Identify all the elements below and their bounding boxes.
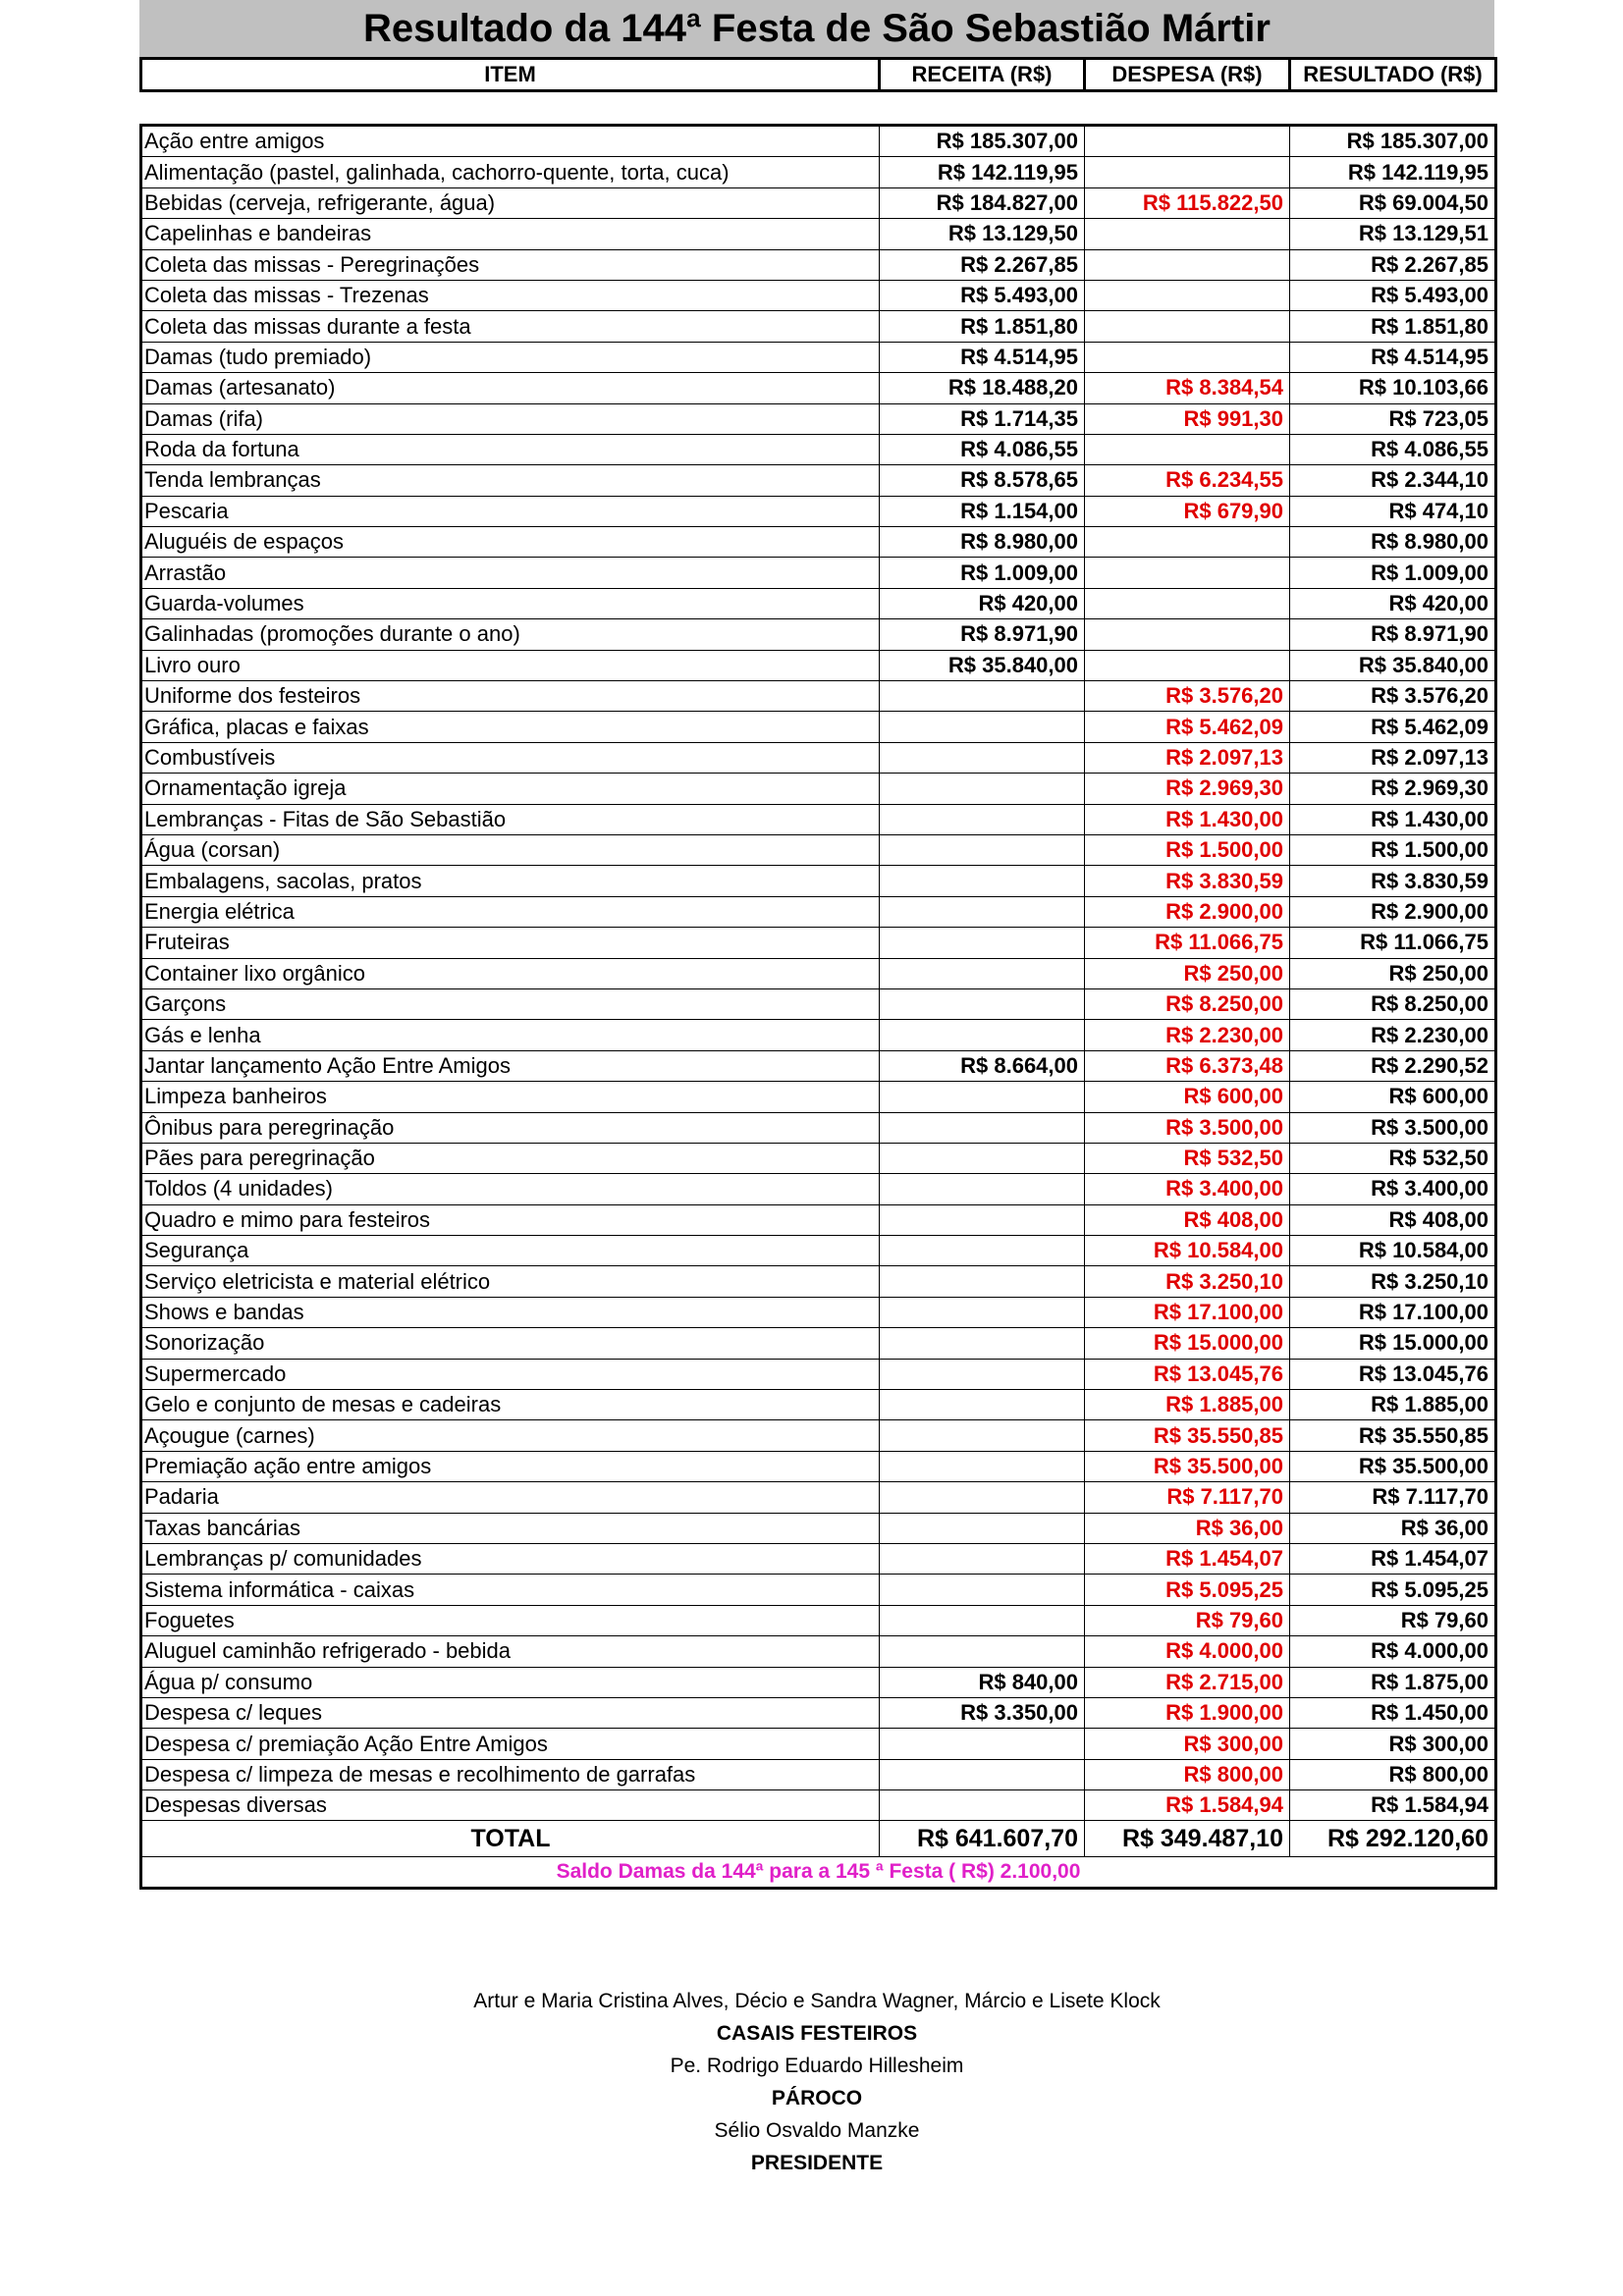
row-resultado: R$ 1.584,94	[1290, 1790, 1496, 1821]
table-row	[141, 1513, 1496, 1543]
row-item: Uniforme dos festeiros	[141, 681, 880, 712]
row-receita	[880, 1297, 1085, 1327]
row-receita	[880, 1420, 1085, 1451]
row-despesa	[1085, 650, 1290, 680]
row-resultado: R$ 8.971,90	[1290, 619, 1496, 650]
row-despesa: R$ 300,00	[1085, 1729, 1290, 1759]
row-resultado: R$ 5.493,00	[1290, 280, 1496, 310]
table-row	[141, 804, 1496, 834]
row-item: Padaria	[141, 1482, 880, 1513]
row-despesa: R$ 35.500,00	[1085, 1451, 1290, 1481]
table-row	[141, 1050, 1496, 1081]
row-resultado: R$ 3.250,10	[1290, 1266, 1496, 1297]
row-receita	[880, 1513, 1085, 1543]
row-receita	[880, 958, 1085, 988]
row-item: Ônibus para peregrinação	[141, 1112, 880, 1143]
row-resultado: R$ 142.119,95	[1290, 157, 1496, 187]
row-item: Coleta das missas - Peregrinações	[141, 249, 880, 280]
row-resultado: R$ 1.500,00	[1290, 834, 1496, 865]
table-row	[141, 126, 1496, 157]
row-despesa: R$ 6.234,55	[1085, 465, 1290, 496]
row-item: Coleta das missas durante a festa	[141, 311, 880, 342]
row-receita: R$ 3.350,00	[880, 1697, 1085, 1728]
row-item: Taxas bancárias	[141, 1513, 880, 1543]
row-despesa: R$ 2.715,00	[1085, 1667, 1290, 1697]
row-resultado: R$ 532,50	[1290, 1143, 1496, 1173]
header-receita: RECEITA (R$)	[880, 59, 1085, 91]
row-resultado: R$ 4.514,95	[1290, 342, 1496, 372]
row-despesa: R$ 3.250,10	[1085, 1266, 1290, 1297]
row-despesa: R$ 13.045,76	[1085, 1359, 1290, 1389]
header-row	[141, 59, 1496, 91]
row-receita	[880, 1204, 1085, 1235]
row-item: Jantar lançamento Ação Entre Amigos	[141, 1050, 880, 1081]
row-despesa: R$ 532,50	[1085, 1143, 1290, 1173]
row-item: Garçons	[141, 988, 880, 1019]
table-row	[141, 1174, 1496, 1204]
table-row	[141, 1575, 1496, 1605]
row-item: Energia elétrica	[141, 896, 880, 927]
row-resultado: R$ 1.454,07	[1290, 1543, 1496, 1574]
report-title: Resultado da 144ª Festa de São Sebastião Mártir	[139, 0, 1494, 57]
saldo-text: Saldo Damas da 144ª para a 145 ª Festa ( R$) 2.100,00	[141, 1857, 1496, 1889]
row-resultado: R$ 79,60	[1290, 1605, 1496, 1635]
row-receita	[880, 1236, 1085, 1266]
row-receita	[880, 774, 1085, 804]
row-despesa: R$ 5.095,25	[1085, 1575, 1290, 1605]
row-item: Roda da fortuna	[141, 434, 880, 464]
row-resultado: R$ 474,10	[1290, 496, 1496, 526]
row-receita: R$ 184.827,00	[880, 187, 1085, 218]
row-despesa: R$ 800,00	[1085, 1759, 1290, 1789]
header-despesa: DESPESA (R$)	[1085, 59, 1290, 91]
row-despesa: R$ 3.830,59	[1085, 866, 1290, 896]
row-despesa: R$ 15.000,00	[1085, 1328, 1290, 1359]
row-item: Gelo e conjunto de mesas e cadeiras	[141, 1390, 880, 1420]
row-resultado: R$ 10.103,66	[1290, 373, 1496, 403]
footer-line: Artur e Maria Cristina Alves, Décio e Sandra Wagner, Márcio e Lisete Klock	[473, 1990, 1161, 2012]
footer-line: CASAIS FESTEIROS	[716, 2022, 918, 2045]
row-resultado: R$ 2.900,00	[1290, 896, 1496, 927]
row-despesa	[1085, 558, 1290, 588]
row-receita: R$ 4.514,95	[880, 342, 1085, 372]
row-despesa	[1085, 126, 1290, 157]
row-despesa: R$ 1.454,07	[1085, 1543, 1290, 1574]
table-row	[141, 1451, 1496, 1481]
row-item: Limpeza banheiros	[141, 1082, 880, 1112]
row-despesa: R$ 10.584,00	[1085, 1236, 1290, 1266]
row-receita: R$ 1.714,35	[880, 403, 1085, 434]
row-despesa	[1085, 157, 1290, 187]
table-row	[141, 434, 1496, 464]
row-item: Segurança	[141, 1236, 880, 1266]
row-resultado: R$ 1.885,00	[1290, 1390, 1496, 1420]
table-row	[141, 1759, 1496, 1789]
table-row	[141, 1697, 1496, 1728]
row-receita	[880, 1759, 1085, 1789]
table-row	[141, 1328, 1496, 1359]
header-table	[139, 57, 1497, 92]
table-row	[141, 1082, 1496, 1112]
row-resultado: R$ 600,00	[1290, 1082, 1496, 1112]
total-row	[141, 1821, 1496, 1857]
row-receita: R$ 8.980,00	[880, 527, 1085, 558]
row-item: Aluguéis de espaços	[141, 527, 880, 558]
row-resultado: R$ 723,05	[1290, 403, 1496, 434]
table-row	[141, 1636, 1496, 1667]
row-resultado: R$ 13.129,51	[1290, 219, 1496, 249]
row-resultado: R$ 36,00	[1290, 1513, 1496, 1543]
row-receita	[880, 1605, 1085, 1635]
row-receita: R$ 5.493,00	[880, 280, 1085, 310]
row-despesa	[1085, 342, 1290, 372]
row-receita	[880, 742, 1085, 773]
row-receita	[880, 1390, 1085, 1420]
row-item: Guarda-volumes	[141, 588, 880, 618]
row-resultado: R$ 8.980,00	[1290, 527, 1496, 558]
row-receita	[880, 1112, 1085, 1143]
row-despesa: R$ 2.230,00	[1085, 1020, 1290, 1050]
row-despesa: R$ 35.550,85	[1085, 1420, 1290, 1451]
row-resultado: R$ 8.250,00	[1290, 988, 1496, 1019]
table-row	[141, 1390, 1496, 1420]
table-row	[141, 1543, 1496, 1574]
table-row	[141, 280, 1496, 310]
row-despesa: R$ 36,00	[1085, 1513, 1290, 1543]
table-row	[141, 558, 1496, 588]
row-receita	[880, 1328, 1085, 1359]
row-receita	[880, 1359, 1085, 1389]
row-despesa	[1085, 588, 1290, 618]
row-despesa: R$ 1.430,00	[1085, 804, 1290, 834]
row-receita: R$ 4.086,55	[880, 434, 1085, 464]
row-resultado: R$ 420,00	[1290, 588, 1496, 618]
row-despesa: R$ 250,00	[1085, 958, 1290, 988]
row-despesa: R$ 2.097,13	[1085, 742, 1290, 773]
table-row	[141, 712, 1496, 742]
row-item: Ação entre amigos	[141, 126, 880, 157]
table-row	[141, 1359, 1496, 1389]
row-item: Damas (artesanato)	[141, 373, 880, 403]
row-receita	[880, 712, 1085, 742]
row-despesa	[1085, 619, 1290, 650]
row-despesa: R$ 600,00	[1085, 1082, 1290, 1112]
table-row	[141, 311, 1496, 342]
row-item: Pescaria	[141, 496, 880, 526]
report-sheet	[139, 0, 1494, 1890]
row-resultado: R$ 4.000,00	[1290, 1636, 1496, 1667]
table-row	[141, 588, 1496, 618]
row-item: Quadro e mimo para festeiros	[141, 1204, 880, 1235]
row-item: Foguetes	[141, 1605, 880, 1635]
table-row	[141, 1729, 1496, 1759]
row-despesa	[1085, 280, 1290, 310]
row-resultado: R$ 3.576,20	[1290, 681, 1496, 712]
table-row	[141, 1420, 1496, 1451]
row-item: Arrastão	[141, 558, 880, 588]
row-resultado: R$ 2.230,00	[1290, 1020, 1496, 1050]
row-resultado: R$ 250,00	[1290, 958, 1496, 988]
row-despesa: R$ 4.000,00	[1085, 1636, 1290, 1667]
row-despesa: R$ 2.900,00	[1085, 896, 1290, 927]
row-receita: R$ 1.851,80	[880, 311, 1085, 342]
row-receita: R$ 35.840,00	[880, 650, 1085, 680]
row-resultado: R$ 3.500,00	[1290, 1112, 1496, 1143]
row-receita	[880, 866, 1085, 896]
row-item: Ornamentação igreja	[141, 774, 880, 804]
row-resultado: R$ 10.584,00	[1290, 1236, 1496, 1266]
row-resultado: R$ 5.095,25	[1290, 1575, 1496, 1605]
row-resultado: R$ 5.462,09	[1290, 712, 1496, 742]
row-receita	[880, 1482, 1085, 1513]
row-despesa: R$ 2.969,30	[1085, 774, 1290, 804]
row-resultado: R$ 2.097,13	[1290, 742, 1496, 773]
row-resultado: R$ 35.500,00	[1290, 1451, 1496, 1481]
table-row	[141, 187, 1496, 218]
results-table	[139, 124, 1497, 1890]
row-receita	[880, 681, 1085, 712]
row-resultado: R$ 2.344,10	[1290, 465, 1496, 496]
row-despesa: R$ 5.462,09	[1085, 712, 1290, 742]
row-despesa: R$ 8.250,00	[1085, 988, 1290, 1019]
row-receita	[880, 1575, 1085, 1605]
table-row	[141, 1667, 1496, 1697]
row-item: Bebidas (cerveja, refrigerante, água)	[141, 187, 880, 218]
table-row	[141, 1482, 1496, 1513]
table-row	[141, 219, 1496, 249]
row-despesa: R$ 3.400,00	[1085, 1174, 1290, 1204]
table-row	[141, 988, 1496, 1019]
row-receita: R$ 8.664,00	[880, 1050, 1085, 1081]
row-resultado: R$ 11.066,75	[1290, 928, 1496, 958]
row-resultado: R$ 7.117,70	[1290, 1482, 1496, 1513]
row-item: Alimentação (pastel, galinhada, cachorro-quente, torta, cuca)	[141, 157, 880, 187]
row-item: Sonorização	[141, 1328, 880, 1359]
row-receita: R$ 840,00	[880, 1667, 1085, 1697]
row-despesa: R$ 991,30	[1085, 403, 1290, 434]
row-item: Damas (rifa)	[141, 403, 880, 434]
table-row	[141, 774, 1496, 804]
row-resultado: R$ 300,00	[1290, 1729, 1496, 1759]
table-row	[141, 896, 1496, 927]
table-row	[141, 681, 1496, 712]
row-resultado: R$ 1.430,00	[1290, 804, 1496, 834]
row-item: Premiação ação entre amigos	[141, 1451, 880, 1481]
total-label: TOTAL	[141, 1821, 880, 1857]
row-despesa	[1085, 249, 1290, 280]
table-row	[141, 403, 1496, 434]
row-receita	[880, 1020, 1085, 1050]
row-item: Água p/ consumo	[141, 1667, 880, 1697]
row-resultado: R$ 17.100,00	[1290, 1297, 1496, 1327]
row-item: Damas (tudo premiado)	[141, 342, 880, 372]
row-resultado: R$ 3.830,59	[1290, 866, 1496, 896]
row-item: Água (corsan)	[141, 834, 880, 865]
row-receita: R$ 13.129,50	[880, 219, 1085, 249]
row-resultado: R$ 1.450,00	[1290, 1697, 1496, 1728]
saldo-row	[141, 1857, 1496, 1889]
row-resultado: R$ 35.840,00	[1290, 650, 1496, 680]
row-resultado: R$ 800,00	[1290, 1759, 1496, 1789]
footer-line: Pe. Rodrigo Eduardo Hillesheim	[670, 2055, 964, 2077]
row-item: Aluguel caminhão refrigerado - bebida	[141, 1636, 880, 1667]
table-row	[141, 834, 1496, 865]
total-despesa: R$ 349.487,10	[1085, 1821, 1290, 1857]
row-despesa: R$ 7.117,70	[1085, 1482, 1290, 1513]
row-item: Livro ouro	[141, 650, 880, 680]
row-despesa: R$ 1.900,00	[1085, 1697, 1290, 1728]
row-resultado: R$ 408,00	[1290, 1204, 1496, 1235]
row-item: Gráfica, placas e faixas	[141, 712, 880, 742]
row-item: Sistema informática - caixas	[141, 1575, 880, 1605]
row-despesa: R$ 1.584,94	[1085, 1790, 1290, 1821]
row-receita: R$ 8.578,65	[880, 465, 1085, 496]
table-row	[141, 465, 1496, 496]
row-resultado: R$ 15.000,00	[1290, 1328, 1496, 1359]
row-item: Açougue (carnes)	[141, 1420, 880, 1451]
row-resultado: R$ 1.875,00	[1290, 1667, 1496, 1697]
table-row	[141, 742, 1496, 773]
row-despesa: R$ 3.500,00	[1085, 1112, 1290, 1143]
row-item: Lembranças p/ comunidades	[141, 1543, 880, 1574]
row-despesa: R$ 1.500,00	[1085, 834, 1290, 865]
row-item: Capelinhas e bandeiras	[141, 219, 880, 249]
row-receita	[880, 1729, 1085, 1759]
row-despesa: R$ 6.373,48	[1085, 1050, 1290, 1081]
row-item: Despesa c/ leques	[141, 1697, 880, 1728]
row-despesa	[1085, 311, 1290, 342]
table-row	[141, 496, 1496, 526]
row-receita: R$ 185.307,00	[880, 126, 1085, 157]
table-row	[141, 1112, 1496, 1143]
row-item: Despesas diversas	[141, 1790, 880, 1821]
row-resultado: R$ 4.086,55	[1290, 434, 1496, 464]
row-receita	[880, 834, 1085, 865]
row-despesa: R$ 679,90	[1085, 496, 1290, 526]
table-row	[141, 373, 1496, 403]
header-resultado: RESULTADO (R$)	[1290, 59, 1496, 91]
row-item: Lembranças - Fitas de São Sebastião	[141, 804, 880, 834]
header-item: ITEM	[141, 59, 880, 91]
row-item: Despesa c/ premiação Ação Entre Amigos	[141, 1729, 880, 1759]
total-resultado: R$ 292.120,60	[1290, 1821, 1496, 1857]
row-receita: R$ 18.488,20	[880, 373, 1085, 403]
row-receita	[880, 1266, 1085, 1297]
row-despesa: R$ 17.100,00	[1085, 1297, 1290, 1327]
footer-line: PRESIDENTE	[750, 2152, 884, 2174]
row-resultado: R$ 3.400,00	[1290, 1174, 1496, 1204]
row-item: Tenda lembranças	[141, 465, 880, 496]
row-despesa: R$ 3.576,20	[1085, 681, 1290, 712]
row-despesa: R$ 79,60	[1085, 1605, 1290, 1635]
footer-line: Sélio Osvaldo Manzke	[714, 2119, 920, 2142]
row-item: Toldos (4 unidades)	[141, 1174, 880, 1204]
row-despesa: R$ 1.885,00	[1085, 1390, 1290, 1420]
table-row	[141, 1204, 1496, 1235]
row-receita	[880, 1143, 1085, 1173]
row-receita: R$ 142.119,95	[880, 157, 1085, 187]
row-despesa	[1085, 434, 1290, 464]
row-item: Pães para peregrinação	[141, 1143, 880, 1173]
row-receita	[880, 1174, 1085, 1204]
row-resultado: R$ 2.267,85	[1290, 249, 1496, 280]
table-row	[141, 958, 1496, 988]
row-item: Shows e bandas	[141, 1297, 880, 1327]
row-resultado: R$ 69.004,50	[1290, 187, 1496, 218]
table-row	[141, 619, 1496, 650]
table-row	[141, 249, 1496, 280]
row-item: Fruteiras	[141, 928, 880, 958]
row-receita	[880, 1543, 1085, 1574]
spacer	[139, 92, 1494, 124]
table-row	[141, 1236, 1496, 1266]
row-resultado: R$ 185.307,00	[1290, 126, 1496, 157]
row-resultado: R$ 2.969,30	[1290, 774, 1496, 804]
row-item: Container lixo orgânico	[141, 958, 880, 988]
row-receita	[880, 1082, 1085, 1112]
row-despesa	[1085, 527, 1290, 558]
row-item: Serviço eletricista e material elétrico	[141, 1266, 880, 1297]
row-item: Despesa c/ limpeza de mesas e recolhimento de garrafas	[141, 1759, 880, 1789]
table-row	[141, 1020, 1496, 1050]
footer-line: PÁROCO	[771, 2087, 863, 2109]
row-item: Combustíveis	[141, 742, 880, 773]
row-item: Supermercado	[141, 1359, 880, 1389]
table-row	[141, 928, 1496, 958]
row-despesa: R$ 11.066,75	[1085, 928, 1290, 958]
total-receita: R$ 641.607,70	[880, 1821, 1085, 1857]
row-receita: R$ 1.009,00	[880, 558, 1085, 588]
row-receita: R$ 1.154,00	[880, 496, 1085, 526]
row-resultado: R$ 13.045,76	[1290, 1359, 1496, 1389]
table-row	[141, 650, 1496, 680]
row-item: Embalagens, sacolas, pratos	[141, 866, 880, 896]
table-row	[141, 342, 1496, 372]
row-item: Coleta das missas - Trezenas	[141, 280, 880, 310]
row-receita: R$ 2.267,85	[880, 249, 1085, 280]
table-row	[141, 157, 1496, 187]
row-receita	[880, 1451, 1085, 1481]
row-receita	[880, 896, 1085, 927]
row-receita	[880, 988, 1085, 1019]
table-row	[141, 1790, 1496, 1821]
table-row	[141, 1143, 1496, 1173]
row-resultado: R$ 1.009,00	[1290, 558, 1496, 588]
row-resultado: R$ 35.550,85	[1290, 1420, 1496, 1451]
row-despesa: R$ 115.822,50	[1085, 187, 1290, 218]
row-receita	[880, 1636, 1085, 1667]
row-resultado: R$ 2.290,52	[1290, 1050, 1496, 1081]
row-item: Gás e lenha	[141, 1020, 880, 1050]
row-despesa: R$ 408,00	[1085, 1204, 1290, 1235]
table-row	[141, 1266, 1496, 1297]
row-receita	[880, 1790, 1085, 1821]
row-receita	[880, 928, 1085, 958]
row-receita: R$ 420,00	[880, 588, 1085, 618]
row-receita: R$ 8.971,90	[880, 619, 1085, 650]
table-row	[141, 1297, 1496, 1327]
table-row	[141, 1605, 1496, 1635]
table-row	[141, 527, 1496, 558]
row-resultado: R$ 1.851,80	[1290, 311, 1496, 342]
row-item: Galinhadas (promoções durante o ano)	[141, 619, 880, 650]
row-receita	[880, 804, 1085, 834]
row-despesa: R$ 8.384,54	[1085, 373, 1290, 403]
row-despesa	[1085, 219, 1290, 249]
table-row	[141, 866, 1496, 896]
